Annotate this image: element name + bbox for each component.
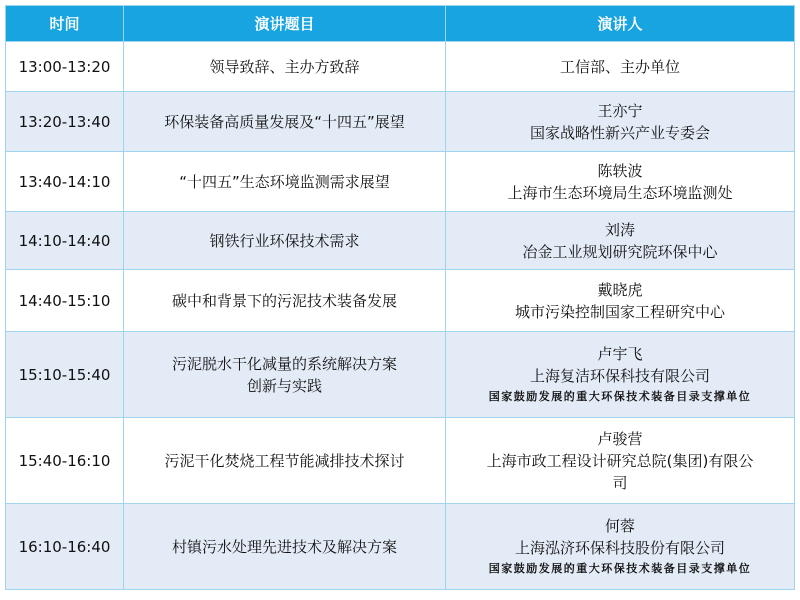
topic-cell (124, 152, 446, 212)
table-row (6, 42, 795, 92)
speaker-organization: 上海市生态环境局生态环境监测处 (507, 183, 733, 202)
agenda-table-container (5, 5, 794, 590)
speaker-name: 王亦宁 (597, 101, 643, 120)
time-cell: 16:10-16:40 (6, 504, 124, 590)
speaker-name: 刘涛 (604, 220, 635, 239)
topic-cell (124, 42, 446, 92)
header-time: 时间 (6, 6, 124, 42)
topic-cell (124, 332, 446, 418)
topic-cell (124, 504, 446, 590)
support-unit-note: 国家鼓励发展的重大环保技术装备目录支撑单位 (488, 561, 752, 575)
topic-line: 污泥干化焚烧工程节能减排技术探讨 (164, 451, 405, 470)
table-header-row (6, 6, 795, 42)
topic-line: 环保装备高质量发展及“十四五”展望 (164, 112, 405, 131)
topic-line: 村镇污水处理先进技术及解决方案 (171, 537, 397, 556)
speaker-cell (446, 332, 795, 418)
speaker-organization: 上海复洁环保科技有限公司 (529, 366, 710, 385)
time-cell: 13:00-13:20 (6, 42, 124, 92)
speaker-organization: 城市污染控制国家工程研究中心 (514, 302, 725, 321)
speaker-name: 何蓉 (604, 516, 635, 535)
speaker-cell (446, 42, 795, 92)
time-cell: 14:10-14:40 (6, 212, 124, 270)
speaker-organization: 司 (612, 473, 628, 492)
speaker-cell (446, 152, 795, 212)
topic-cell (124, 418, 446, 504)
time-cell: 15:40-16:10 (6, 418, 124, 504)
agenda-body (6, 42, 795, 590)
speaker-organization: 国家战略性新兴产业专委会 (529, 123, 710, 142)
speaker-organization: 冶金工业规划研究院环保中心 (522, 242, 718, 261)
time-cell: 15:10-15:40 (6, 332, 124, 418)
table-row (6, 504, 795, 590)
table-row (6, 418, 795, 504)
speaker-name: 陈轶波 (597, 161, 643, 180)
speaker-name: 戴晓虎 (597, 280, 643, 299)
speaker-cell (446, 270, 795, 332)
table-row (6, 332, 795, 418)
topic-line: 创新与实践 (246, 376, 322, 395)
speaker-cell (446, 504, 795, 590)
speaker-name: 工信部、主办单位 (559, 57, 680, 76)
time-cell: 13:40-14:10 (6, 152, 124, 212)
time-cell: 14:40-15:10 (6, 270, 124, 332)
speaker-cell (446, 212, 795, 270)
topic-cell (124, 212, 446, 270)
topic-line: 钢铁行业环保技术需求 (209, 231, 360, 250)
topic-cell (124, 92, 446, 152)
table-row (6, 152, 795, 212)
topic-line: “十四五”生态环境监测需求展望 (179, 172, 390, 191)
topic-line: 污泥脱水干化减量的系统解决方案 (171, 354, 397, 373)
speaker-cell (446, 418, 795, 504)
speaker-organization: 上海泓济环保科技股份有限公司 (514, 538, 725, 557)
time-cell: 13:20-13:40 (6, 92, 124, 152)
agenda-table (5, 5, 795, 590)
speaker-cell (446, 92, 795, 152)
header-speaker: 演讲人 (446, 6, 795, 42)
support-unit-note: 国家鼓励发展的重大环保技术装备目录支撑单位 (488, 389, 752, 403)
table-row (6, 270, 795, 332)
speaker-organization: 上海市政工程设计研究总院(集团)有限公 (486, 451, 754, 470)
topic-cell (124, 270, 446, 332)
topic-line: 领导致辞、主办方致辞 (209, 57, 360, 76)
speaker-name: 卢骏营 (597, 429, 643, 448)
speaker-name: 卢宇飞 (597, 344, 643, 363)
header-topic: 演讲题目 (124, 6, 446, 42)
topic-line: 碳中和背景下的污泥技术装备发展 (171, 291, 397, 310)
table-row (6, 212, 795, 270)
table-row (6, 92, 795, 152)
